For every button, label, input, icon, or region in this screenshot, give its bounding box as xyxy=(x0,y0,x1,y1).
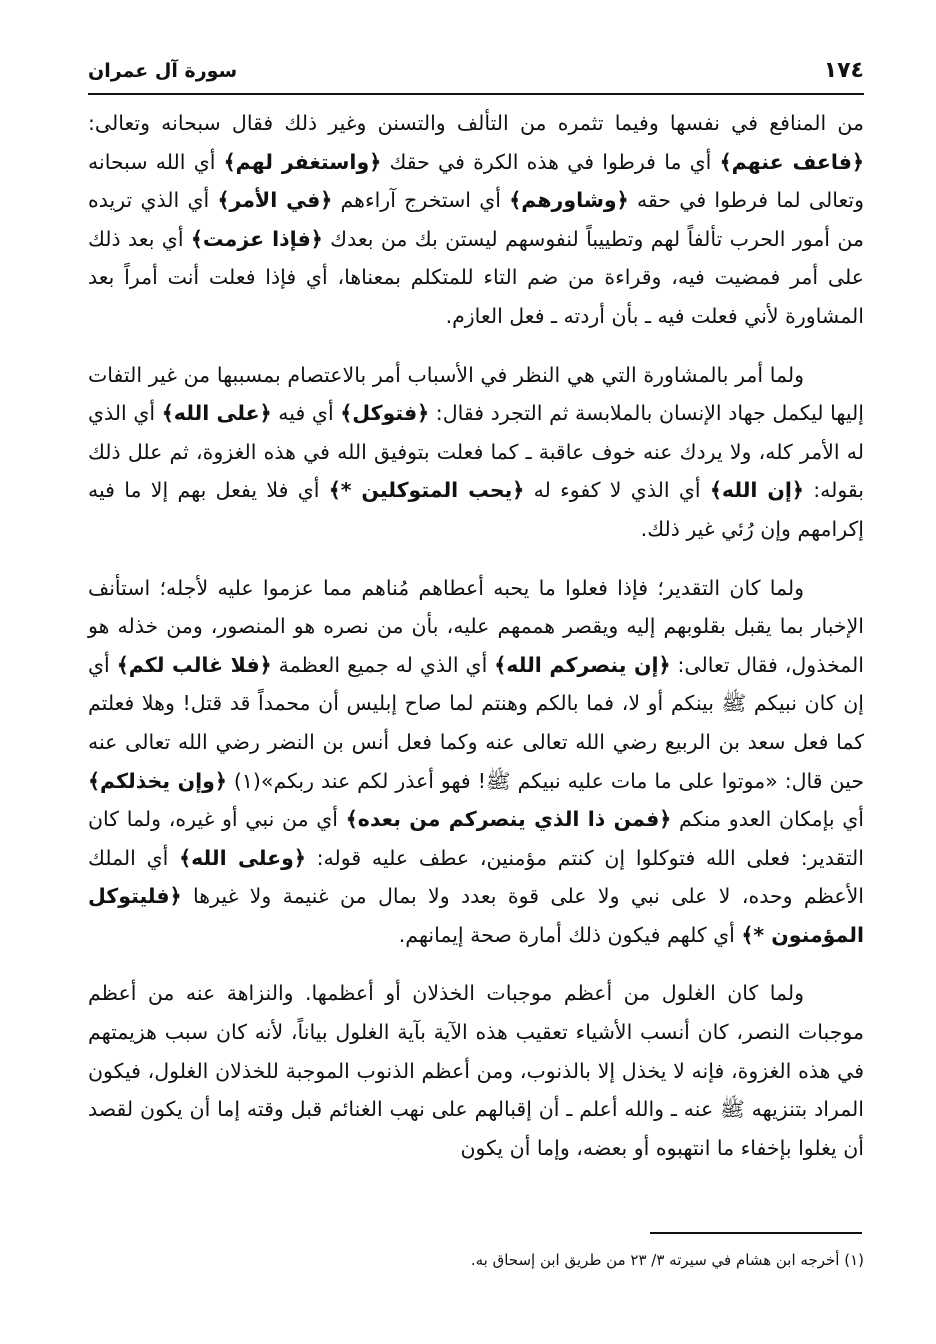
quran-quote: ﴿فلا غالب لكم﴾ xyxy=(116,652,272,677)
paragraph-2: ولما أمر بالمشاورة التي هي النظر في الأسباب أمر بالاعتصام بمسببها من غير التفات إليها ليكمل جهاد الإنسان بالملابسة ثم التجرد فقال: ﴿فتوكل﴾ أي فيه ﴿على الله﴾ أي الذي له الأمر كله، ولا يردك عنه خوف عاقبة ـ كما فعلت بتوفيق الله في هذه الغزوة، ثم علل ذلك بقوله: ﴿إن الله﴾ أي الذي لا كفوء له ﴿يحب المتوكلين *﴾ أي فلا يفعل بهم إلا ما فيه إكرامهم وإن رُئي غير ذلك. xyxy=(88,362,864,541)
quran-quote: ﴿وإن يخذلكم﴾ xyxy=(88,768,227,793)
paragraph-1: من المنافع في نفسها وفيما تثمره من التألف والتسنن وغير ذلك فقال سبحانه وتعالى: ﴿فاعف عنهم﴾ أي ما فرطوا في هذه الكرة في حقك ﴿واستغفر لهم﴾ أي الله سبحانه وتعالى لما فرطوا في حقه ﴿وشاورهم﴾ أي استخرج آراءهم ﴿في الأمر﴾ أي الذي تريده من أمور الحرب تألفاً لهم وتطييباً لنفوسهم ليستن بك من بعدك ﴿فإذا عزمت﴾ أي بعد ذلك على أمر فمضيت فيه، وقراءة من ضم التاء للمتكلم بمعناها، أي فإذا فعلت أنت أمراً بعد المشاورة لأني فعلت فيه ـ بأن أردته ـ فعل العازم. xyxy=(88,111,865,328)
quran-quote: ﴿واستغفر لهم﴾ xyxy=(223,149,382,174)
footnote: (١) أخرجه ابن هشام في سيرته ٣/ ٢٣ من طريق ابن إسحاق به. xyxy=(470,1251,864,1269)
header-divider xyxy=(88,93,864,95)
quran-quote: ﴿في الأمر﴾ xyxy=(217,188,333,213)
quran-quote: ﴿فاعف عنهم﴾ xyxy=(719,149,864,174)
quran-quote: ﴿إن ينصركم الله﴾ xyxy=(494,652,671,677)
footnote-divider xyxy=(650,1232,862,1234)
quran-quote: ﴿على الله﴾ xyxy=(161,401,272,426)
body-text xyxy=(88,104,864,1187)
quran-quote: ﴿فمن ذا الذي ينصركم من بعده﴾ xyxy=(345,807,672,832)
paragraph-4: ولما كان الغلول من أعظم موجبات الخذلان أو أعظمها. والنزاهة عنه من أعظم موجبات النصر، كان أنسب الأشياء تعقيب هذه الآية بآية الغلول بياناً، لأنه كان سبب هزيمتهم في هذه الغزوة، فإنه لا يخذل إلا بالذنوب، ومن أعظم الذنوب الموجبة للخذلان الغلول، فيكون المراد بتنزيهه ﷺ عنه ـ والله أعلم ـ أن إقبالهم على نهب الغنائم قبل وقته إما أن يكون لقصد أن يغلوا بإخفاء ما انتهبوه أو بعضه، وإما أن يكون xyxy=(88,981,864,1160)
quran-quote: ﴿فليتوكل المؤمنون *﴾ xyxy=(88,884,864,947)
quran-quote: ﴿فإذا عزمت﴾ xyxy=(190,226,323,251)
quran-quote: ﴿وعلى الله﴾ xyxy=(179,845,306,870)
page-header xyxy=(88,58,864,92)
paragraph-3: ولما كان التقدير؛ فإذا فعلوا ما يحبه أعطاهم مُناهم مما عزموا عليه لأجله؛ استأنف الإخبار بما يقبل بقلوبهم إليه ويقصر هممهم عليه، بأن من نصره هو المنصور، ومن خذله هو المخذول، فقال تعالى: ﴿إن ينصركم الله﴾ أي الذي له جميع العظمة ﴿فلا غالب لكم﴾ أي إن كان نبيكم ﷺ بينكم أو لا، فما بالكم وهنتم لما صاح إبليس أن محمداً قد قتل! وهلا فعلتم كما فعل سعد بن الربيع رضي الله تعالى عنه وكما فعل أنس بن النضر رضي الله تعالى عنه حين قال: «موتوا على ما مات عليه نبيكم ﷺ! فهو أعذر لكم عند ربكم»(١) ﴿وإن يخذلكم﴾ أي بإمكان العدو منكم ﴿فمن ذا الذي ينصركم من بعده﴾ أي من نبي أو غيره، ولما كان التقدير: فعلى الله فتوكلوا إن كنتم مؤمنين، عطف عليه قوله: ﴿وعلى الله﴾ أي الملك الأعظم وحده، لا على نبي ولا على قوة بعدد ولا بمال من غنيمة ولا غيرها ﴿فليتوكل المؤمنون *﴾ أي كلهم فيكون ذلك أمارة صحة إيمانهم. xyxy=(88,575,865,947)
quran-quote: ﴿يحب المتوكلين *﴾ xyxy=(328,478,525,503)
quran-quote: ﴿فتوكل﴾ xyxy=(340,401,430,426)
surah-title: سورة آل عمران xyxy=(88,60,238,82)
quran-quote: ﴿إن الله﴾ xyxy=(709,478,804,503)
quran-quote: ﴿وشاورهم﴾ xyxy=(509,188,629,213)
page-number: ١٧٤ xyxy=(823,58,864,83)
